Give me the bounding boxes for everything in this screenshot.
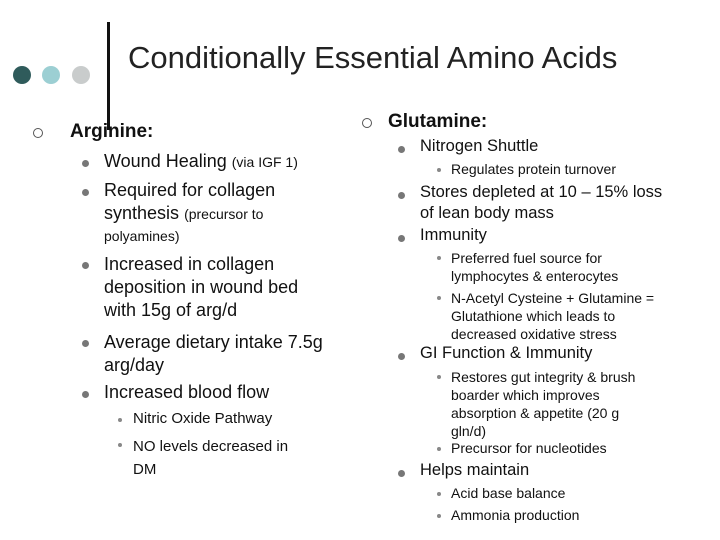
sub-bullet-icon	[118, 418, 122, 422]
item-line: Restores gut integrity & brush	[451, 369, 636, 385]
glutamine-item-3: Immunity	[420, 226, 487, 244]
arginine-item-2	[104, 180, 275, 244]
item-line: boarder which improves	[451, 387, 600, 403]
item-line: NO levels decreased in	[133, 438, 289, 455]
arginine-item-5: Increased blood flow	[104, 382, 270, 402]
glutamine-heading: Glutamine:	[388, 111, 488, 132]
bullet-icon	[82, 340, 89, 347]
glutamine-subitem-6: Acid base balance	[451, 485, 566, 501]
item-text: Wound Healing	[104, 151, 227, 171]
item-note: (via IGF 1)	[231, 154, 298, 170]
arginine-item-4	[104, 331, 323, 377]
glutamine-item-4: GI Function & Immunity	[420, 344, 593, 362]
bullet-icon	[82, 160, 89, 167]
arginine-subitem-1: Nitric Oxide Pathway	[133, 410, 273, 427]
item-line: N-Acetyl Cysteine + Glutamine =	[451, 290, 655, 306]
bullet-icon	[398, 146, 405, 153]
decor-dot-3	[72, 66, 90, 84]
item-note: (precursor to	[184, 206, 264, 222]
sub-bullet-icon	[437, 256, 441, 260]
decor-dot-2	[42, 66, 60, 84]
arginine-item-1	[104, 151, 298, 172]
glutamine-item-2	[420, 182, 662, 224]
sub-bullet-icon	[437, 492, 441, 496]
bullet-icon	[398, 470, 405, 477]
item-line: Glutathione which leads to	[451, 308, 616, 324]
bullet-icon	[398, 353, 405, 360]
sub-bullet-icon	[437, 168, 441, 172]
sub-bullet-icon	[437, 296, 441, 300]
item-line: absorption & appetite (20 g	[451, 405, 620, 421]
bullet-icon	[398, 235, 405, 242]
item-line: deposition in wound bed	[104, 277, 299, 297]
item-line: DM	[133, 461, 157, 478]
item-text: synthesis	[104, 203, 180, 223]
glutamine-subitem-2	[451, 249, 618, 285]
bullet-icon	[82, 189, 89, 196]
heading-bullet-icon	[362, 118, 372, 128]
sub-bullet-icon	[437, 375, 441, 379]
glutamine-subitem-1: Regulates protein turnover	[451, 161, 616, 177]
item-note: polyamines)	[104, 228, 180, 244]
heading-bullet-icon	[33, 128, 43, 138]
arginine-item-3	[104, 253, 298, 322]
bullet-icon	[82, 391, 89, 398]
item-line: Preferred fuel source for	[451, 250, 602, 266]
glutamine-subitem-4	[451, 368, 635, 440]
item-line: Increased in collagen	[104, 254, 275, 274]
glutamine-item-1: Nitrogen Shuttle	[420, 137, 539, 155]
item-line: with 15g of arg/d	[104, 300, 238, 320]
item-line: lymphocytes & enterocytes	[451, 268, 619, 284]
item-line: decreased oxidative stress	[451, 326, 617, 342]
item-line: Average dietary intake 7.5g	[104, 332, 323, 352]
sub-bullet-icon	[437, 447, 441, 451]
sub-bullet-icon	[118, 443, 122, 447]
bullet-icon	[398, 192, 405, 199]
item-line: of lean body mass	[420, 204, 554, 222]
glutamine-subitem-5: Precursor for nucleotides	[451, 440, 607, 456]
arginine-heading: Arginine:	[70, 121, 154, 142]
glutamine-subitem-7: Ammonia production	[451, 507, 580, 523]
bullet-icon	[82, 262, 89, 269]
slide-title: Conditionally Essential Amino Acids	[128, 40, 618, 75]
title-divider	[107, 22, 110, 130]
arginine-subitem-2	[133, 435, 288, 481]
decor-dot-1	[13, 66, 31, 84]
item-line: gln/d)	[451, 423, 487, 439]
glutamine-subitem-3	[451, 289, 654, 343]
item-line: Stores depleted at 10 – 15% loss	[420, 183, 663, 201]
sub-bullet-icon	[437, 514, 441, 518]
item-text: Required for collagen	[104, 180, 276, 200]
glutamine-item-5: Helps maintain	[420, 461, 530, 479]
item-line: arg/day	[104, 355, 165, 375]
